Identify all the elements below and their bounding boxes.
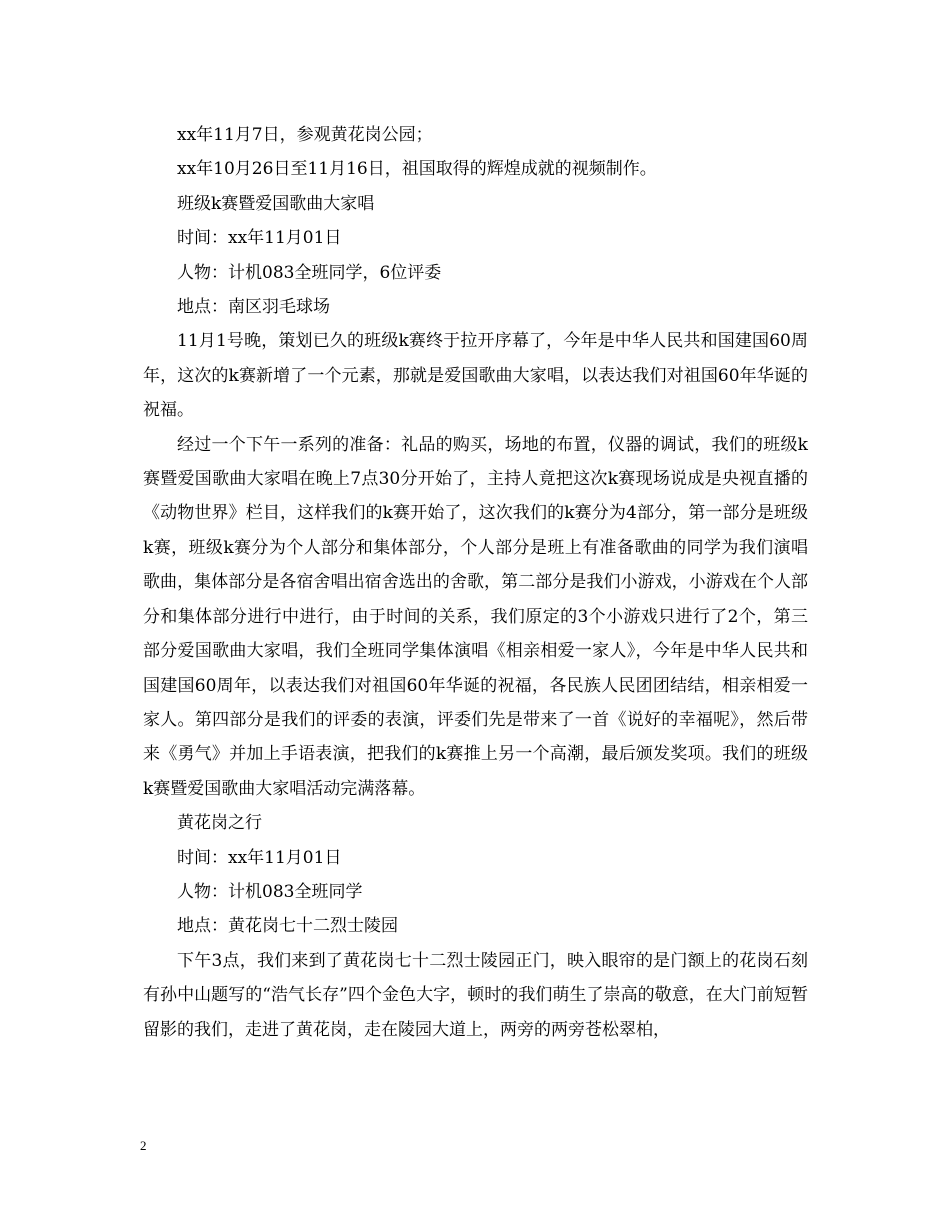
paragraph-intro: 11月1号晚，策划已久的班级k赛终于拉开序幕了，今年是中华人民共和国建国60周年，这次的k赛新增了一个元素，那就是爱国歌曲大家唱，以表达我们对祖国60年华诞的祝福。 bbox=[143, 331, 808, 421]
section-heading-huanghuagang: 黄花岗之行 bbox=[177, 813, 262, 834]
paragraph-time-2: 时间：xx年11月01日 bbox=[177, 847, 342, 868]
paragraph-event-details: 经过一个下午一系列的准备：礼品的购买，场地的布置，仪器的调试，我们的班级k赛暨爱国歌曲大家唱在晚上7点30分开始了，主持人竟把这次k赛现场说成是央视直播的《动物世界》栏目，这样我们的k赛开始了，这次我们的k赛分为4部分，第一部分是班级k赛，班级k赛分为个人部分和集体部分，个人部分是班上有准备歌曲的同学为我们演唱歌曲，集体部分是各宿舍唱出宿舍选出的舍歌，第二部分是我们小游戏，小游戏在个人部分和集体部分进行中进行，由于时间的关系，我们原定的3个小游戏只进行了2个，第三部分爱国歌曲大家唱，我们全班同学集体演唱《相亲相爱一家人》，今年是中华人民共和国建国60周年，以表达我们对祖国60年华诞的祝福，各民族人民团团结结，相亲相爱一家人。第四部分是我们的评委的表演，评委们先是带来了一首《说好的幸福呢》，然后带来《勇气》并加上手语表演，把我们的k赛推上另一个高潮，最后颁发奖项。我们的班级k赛暨爱国歌曲大家唱活动完满落幕。 bbox=[143, 434, 808, 799]
paragraph-visit-date: xx年11月7日，参观黄花岗公园； bbox=[177, 125, 433, 145]
page-number: 2 bbox=[140, 1138, 147, 1153]
paragraph-location: 地点：南区羽毛球场 bbox=[177, 297, 330, 318]
paragraph-people: 人物：计机083全班同学，6位评委 bbox=[177, 262, 442, 283]
paragraph-people-2: 人物：计机083全班同学 bbox=[177, 881, 363, 902]
paragraph-visit-narrative: 下午3点，我们来到了黄花岗七十二烈士陵园正门，映入眼帘的是门额上的花岗石刻有孙中山题写的“浩气长存”四个金色大字，顿时的我们萌生了崇高的敬意，在大门前短暂留影的我们，走进了黄花岗，走在陵园大道上，两旁的两旁苍松翠柏， bbox=[143, 950, 808, 1040]
document-body bbox=[143, 118, 808, 1047]
paragraph-video-date: xx年10月26日至11月16日，祖国取得的辉煌成就的视频制作。 bbox=[177, 159, 657, 180]
section-heading-k-contest: 班级k赛暨爱国歌曲大家唱 bbox=[177, 193, 375, 214]
paragraph-location-2: 地点：黄花岗七十二烈士陵园 bbox=[177, 916, 398, 937]
paragraph-time: 时间：xx年11月01日 bbox=[177, 228, 342, 249]
